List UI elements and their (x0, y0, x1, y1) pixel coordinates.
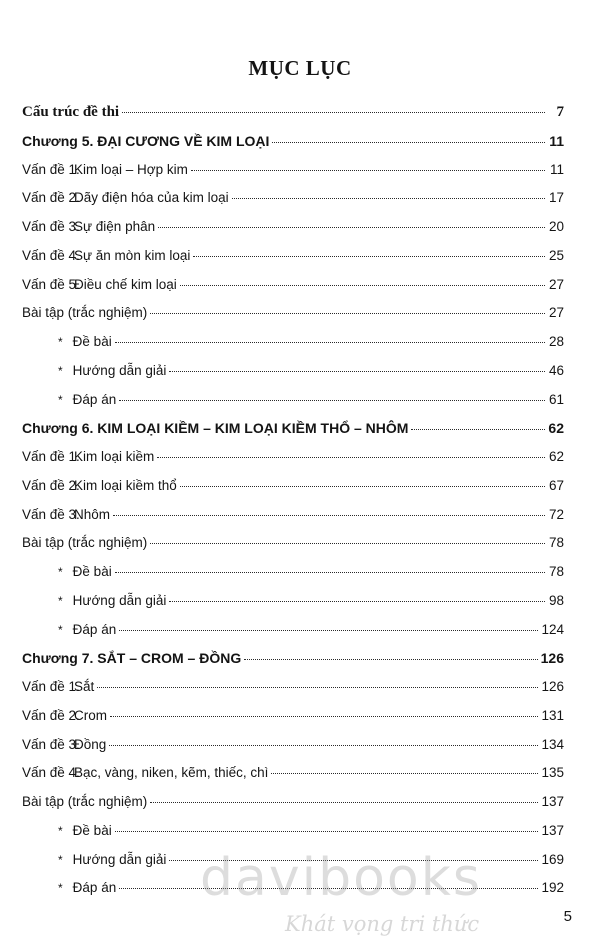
dot-leader (115, 831, 539, 832)
toc-entry-number: Vấn đề 2. (22, 477, 80, 493)
toc-entry-number: Vấn đề 5. (22, 276, 80, 292)
toc-entry-label: Kim loại – Hợp kim (74, 161, 188, 177)
toc-entry-number: Vấn đề 1. (22, 679, 80, 694)
toc-entry (22, 477, 564, 495)
toc-entry-label: Sắt (74, 679, 95, 694)
dot-leader (109, 745, 538, 746)
toc-entry-label: Bài tập (trắc nghiệm) (22, 535, 148, 551)
toc-entry-page: 78 (548, 564, 564, 579)
toc-entry-page: 28 (548, 334, 564, 349)
dot-leader (110, 716, 538, 717)
toc-entry (58, 621, 564, 639)
toc-entry-label: Đề bài (72, 564, 112, 579)
dot-leader (169, 601, 545, 602)
toc-entry-label: Đề bài (72, 334, 112, 349)
toc-entry (22, 707, 564, 725)
dot-leader (193, 256, 545, 257)
toc-entry-page: 25 (548, 247, 564, 263)
bullet-icon: * (58, 565, 63, 579)
toc-entry-label: Chương 5. ĐẠI CƯƠNG VỀ KIM LOẠI (22, 132, 270, 149)
toc-entry-label: Hướng dẫn giải (72, 362, 167, 378)
bullet-icon: * (58, 823, 63, 838)
toc-entry-label: Đáp án (72, 391, 117, 407)
toc-entry-label: Cấu trúc đề thi (22, 104, 120, 120)
dot-leader (150, 802, 538, 803)
toc-entry-page: 78 (548, 535, 564, 551)
toc-entry-page: 126 (540, 650, 564, 667)
toc-entry (22, 736, 564, 754)
toc-entry-label: Dãy điện hóa của kim loại (74, 190, 229, 206)
toc-entry (58, 391, 564, 409)
toc-entry-label: Chương 7. SẮT – CROM – ĐỒNG (22, 650, 242, 667)
bullet-icon: * (58, 622, 63, 637)
toc-entry-page: 20 (548, 219, 564, 234)
toc-entry (58, 592, 564, 610)
toc-entry (58, 822, 564, 840)
toc-entry-label: Kim loại kiềm (74, 449, 155, 464)
toc-entry-label: Hướng dẫn giải (72, 592, 167, 608)
toc-entry-page: 131 (541, 707, 564, 723)
toc-entry-label: Đồng (74, 736, 107, 752)
toc-entry-label: Đáp án (72, 880, 117, 896)
toc-entry-label: Hướng dẫn giải (72, 851, 167, 867)
toc-entry-number: Vấn đề 1. (22, 449, 80, 464)
toc-entry (22, 103, 564, 121)
toc-entry (22, 189, 564, 207)
toc-entry-number: Vấn đề 2. (22, 190, 80, 206)
toc-entry-label: Điều chế kim loại (74, 276, 177, 292)
toc-entry-number: Vấn đề 3. (22, 506, 80, 522)
toc-entry-page: 137 (541, 822, 564, 838)
dot-leader (157, 457, 545, 458)
toc-entry (22, 132, 564, 150)
bullet-icon: * (58, 392, 63, 407)
toc-entry (58, 563, 564, 581)
dot-leader (411, 429, 545, 430)
bullet-icon: * (58, 593, 63, 608)
toc-entry (22, 419, 564, 437)
dot-leader (180, 285, 545, 286)
toc-entry-page: 72 (548, 506, 564, 522)
toc-entry-number: Vấn đề 1. (22, 161, 80, 177)
toc-entry (58, 362, 564, 380)
toc-entry-page: 137 (541, 794, 564, 809)
toc-entry-label: Sự ăn mòn kim loại (74, 247, 191, 263)
toc-entry-page: 192 (541, 880, 564, 896)
toc-entry-label: Kim loại kiềm thổ (74, 477, 177, 493)
dot-leader (158, 227, 545, 228)
toc-entry (22, 649, 564, 667)
toc-entry (22, 276, 564, 294)
dot-leader (119, 630, 538, 631)
toc-entry (22, 506, 564, 524)
toc-entry-page: 169 (541, 851, 564, 867)
dot-leader (169, 371, 545, 372)
toc-entry (22, 448, 564, 466)
dot-leader (150, 313, 545, 314)
toc-entry-label: Bài tập (trắc nghiệm) (22, 794, 148, 809)
dot-leader (271, 773, 538, 774)
dot-leader (97, 687, 538, 688)
toc-entry-page: 7 (556, 104, 564, 120)
dot-leader (150, 543, 545, 544)
toc-entry (22, 534, 564, 552)
toc-entry-page: 46 (548, 362, 564, 378)
dot-leader (115, 572, 545, 573)
toc-entry-page: 27 (548, 276, 564, 292)
toc-entry (22, 304, 564, 322)
toc-entry-page: 124 (541, 621, 564, 637)
toc-entry-page: 62 (548, 449, 564, 464)
toc-entry (22, 793, 564, 811)
dot-leader (113, 515, 545, 516)
toc-entry-page: 17 (548, 190, 564, 206)
toc-entry-label: Crom (74, 707, 107, 723)
toc-entry-page: 11 (549, 161, 564, 177)
bullet-icon: * (58, 852, 63, 867)
toc-entry-number: Vấn đề 4. (22, 765, 80, 781)
toc-entry (22, 764, 564, 782)
toc-entry-label: Chương 6. KIM LOẠI KIỀM – KIM LOẠI KIỀM THỔ – NHÔM (22, 420, 409, 437)
dot-leader (244, 659, 537, 660)
toc-entry-page: 98 (548, 592, 564, 608)
dot-leader (119, 400, 545, 401)
toc-entry-label: Bài tập (trắc nghiệm) (22, 305, 148, 321)
toc-entry-label: Bạc, vàng, niken, kẽm, thiếc, chì (74, 765, 269, 781)
toc-entry (22, 218, 564, 236)
toc-entry (22, 161, 564, 179)
toc-entry-number: Vấn đề 3. (22, 736, 80, 752)
toc-entry (22, 247, 564, 265)
toc-entry-label: Sự điện phân (74, 219, 156, 234)
toc-entry-page: 62 (548, 420, 564, 437)
toc-entry-number: Vấn đề 4. (22, 247, 80, 263)
toc-entry-number: Vấn đề 3. (22, 219, 80, 234)
watermark-brand: davibooks (200, 848, 482, 908)
toc-entry-number: Vấn đề 2. (22, 707, 80, 723)
toc-entry-label: Đáp án (72, 621, 117, 637)
dot-leader (115, 342, 545, 343)
toc-entry-page: 27 (548, 305, 564, 321)
toc-entry-page: 135 (541, 765, 564, 781)
dot-leader (232, 198, 545, 199)
toc-entry-label: Nhôm (74, 506, 111, 522)
bullet-icon: * (58, 363, 63, 378)
toc-entry-page: 61 (548, 391, 564, 407)
toc-entry (22, 678, 564, 696)
bullet-icon: * (58, 335, 63, 349)
dot-leader (122, 112, 545, 113)
toc-entry-label: Đề bài (72, 822, 112, 838)
toc-entry-page: 126 (541, 679, 564, 694)
dot-leader (180, 486, 545, 487)
toc-entry-page: 11 (549, 132, 564, 149)
page-number: 5 (563, 908, 572, 925)
toc-entry-page: 67 (548, 477, 564, 493)
toc-entry-page: 134 (541, 736, 564, 752)
dot-leader (191, 170, 545, 171)
bullet-icon: * (58, 881, 63, 896)
page-title: MỤC LỤC (248, 56, 352, 80)
watermark-tagline: Khát vọng tri thức (285, 912, 480, 936)
dot-leader (272, 142, 545, 143)
toc-entry (58, 333, 564, 351)
